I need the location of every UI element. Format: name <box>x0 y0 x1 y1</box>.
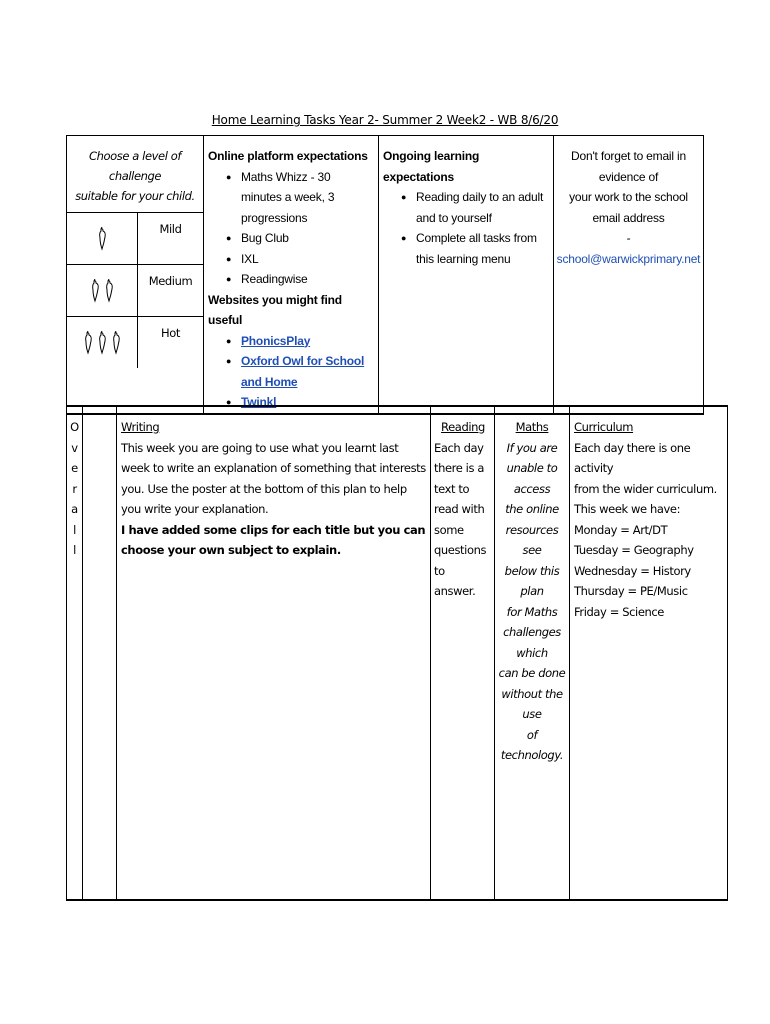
text-line: Each day <box>434 440 484 455</box>
list-item-text: Complete all tasks from this learning menu <box>416 231 537 266</box>
list-item-text: Reading daily to an adult and to yourself <box>416 190 544 225</box>
text-line: unable to access <box>506 461 558 496</box>
overall-vertical-label <box>67 406 83 900</box>
list-item-text: IXL <box>241 251 259 266</box>
text-line: e <box>71 461 78 475</box>
text-line: resources see <box>505 522 559 557</box>
challenge-level-label: Medium <box>148 274 193 288</box>
text-line: read with <box>434 502 485 516</box>
pepper-rating <box>67 265 138 316</box>
writing-bold-note: I have added some clips for each title but you can choose your own subject to explain. <box>121 522 426 557</box>
chilli-pepper-icon <box>96 331 108 355</box>
challenge-level-row <box>67 212 203 264</box>
website-link[interactable]: Oxford Owl for School and Home <box>241 354 365 389</box>
curriculum-cell <box>570 406 728 900</box>
text-line: r <box>72 481 77 496</box>
list-item <box>208 351 374 392</box>
text-line: answer. <box>434 584 476 598</box>
chilli-pepper-icon <box>82 331 94 355</box>
text-line: questions to <box>434 543 487 578</box>
maths-cell <box>495 406 570 900</box>
text-line: of technology. <box>500 727 564 762</box>
text-line: Wednesday = History <box>574 563 691 578</box>
text-line: challenges which <box>503 625 561 660</box>
list-item <box>208 249 374 270</box>
list-item-text: Bug Club <box>241 231 289 245</box>
text-line: Thursday = PE/Music <box>574 584 688 598</box>
list-item-text: Maths Whizz - 30 minutes a week, 3 progressions <box>241 169 335 225</box>
email-address[interactable]: school@warwickprimary.net <box>556 251 701 266</box>
pepper-rating <box>67 317 138 368</box>
challenge-level-row <box>67 316 203 368</box>
website-link[interactable]: Twinkl <box>241 395 277 409</box>
text-line: Each day there is one activity <box>574 440 691 475</box>
ongoing-list <box>383 187 549 269</box>
challenge-cell <box>67 136 204 414</box>
maths-heading: Maths <box>515 420 549 434</box>
email-line1: Don't forget to email in evidence of <box>571 149 686 184</box>
writing-body: This week you are going to use what you learnt last week to write an explanation of something that interests you. Use the poster at the bottom of this plan to help you write your explanation. <box>121 440 426 516</box>
ongoing-heading: Ongoing learning expectations <box>383 149 480 184</box>
text-line: the online <box>505 502 559 516</box>
pepper-rating <box>67 213 138 264</box>
reading-heading: Reading <box>441 420 485 434</box>
curriculum-text <box>574 438 725 623</box>
text-line: v <box>71 440 78 455</box>
maths-text <box>497 438 567 766</box>
text-line: l <box>73 543 76 557</box>
list-item-text: Readingwise <box>241 272 308 286</box>
overall-table <box>66 405 728 901</box>
list-item <box>383 228 549 269</box>
expectations-table <box>66 135 704 415</box>
text-line: some <box>434 522 464 537</box>
text-line: can be done <box>498 666 566 680</box>
list-item <box>208 228 374 249</box>
text-line: from the wider curriculum. <box>574 481 717 496</box>
text-line: there is a <box>434 461 484 475</box>
email-line3: - school@warwickprimary.net <box>556 231 701 266</box>
online-heading: Online platform expectations <box>208 149 368 163</box>
online-list <box>208 167 374 290</box>
challenge-heading: Choose a level of challenge suitable for your child. <box>75 149 195 203</box>
text-line: This week we have: <box>574 502 681 516</box>
reading-cell <box>431 406 495 900</box>
challenge-level-label: Hot <box>161 326 180 340</box>
email-line2: your work to the school email address <box>569 190 688 225</box>
list-item <box>208 331 374 352</box>
chilli-pepper-icon <box>103 279 115 303</box>
text-line: a <box>71 502 78 516</box>
challenge-level-row <box>67 264 203 316</box>
list-item <box>383 187 549 228</box>
text-line: O <box>70 420 79 434</box>
page-title: Home Learning Tasks Year 2- Summer 2 Week2 - WB 8/6/20 <box>211 113 559 127</box>
curriculum-heading: Curriculum <box>574 420 634 434</box>
text-line: Friday = Science <box>574 604 664 619</box>
text-line: for Maths <box>506 604 558 619</box>
challenge-levels <box>67 212 203 368</box>
writing-heading: Writing <box>121 420 160 434</box>
text-line: below this plan <box>504 563 560 598</box>
list-item <box>208 167 374 229</box>
list-item <box>208 269 374 290</box>
online-cell <box>204 136 379 414</box>
chilli-pepper-icon <box>89 279 101 303</box>
websites-heading: Websites you might find useful <box>208 292 342 327</box>
reading-text <box>434 438 492 602</box>
text-line: Tuesday = Geography <box>574 543 694 557</box>
website-link[interactable]: PhonicsPlay <box>241 333 311 348</box>
blank-cell <box>83 406 117 900</box>
chilli-pepper-icon <box>110 331 122 355</box>
text-line: Monday = Art/DT <box>574 522 668 537</box>
chilli-pepper-icon <box>96 227 108 251</box>
challenge-level-label: Mild <box>159 222 182 236</box>
writing-cell <box>117 406 431 900</box>
websites-list <box>208 331 374 413</box>
text-line: text to <box>434 481 470 496</box>
email-cell <box>554 136 704 414</box>
text-line: If you are <box>506 440 558 455</box>
ongoing-cell <box>379 136 554 414</box>
text-line: without the use <box>501 686 563 721</box>
text-line: l <box>73 522 76 537</box>
